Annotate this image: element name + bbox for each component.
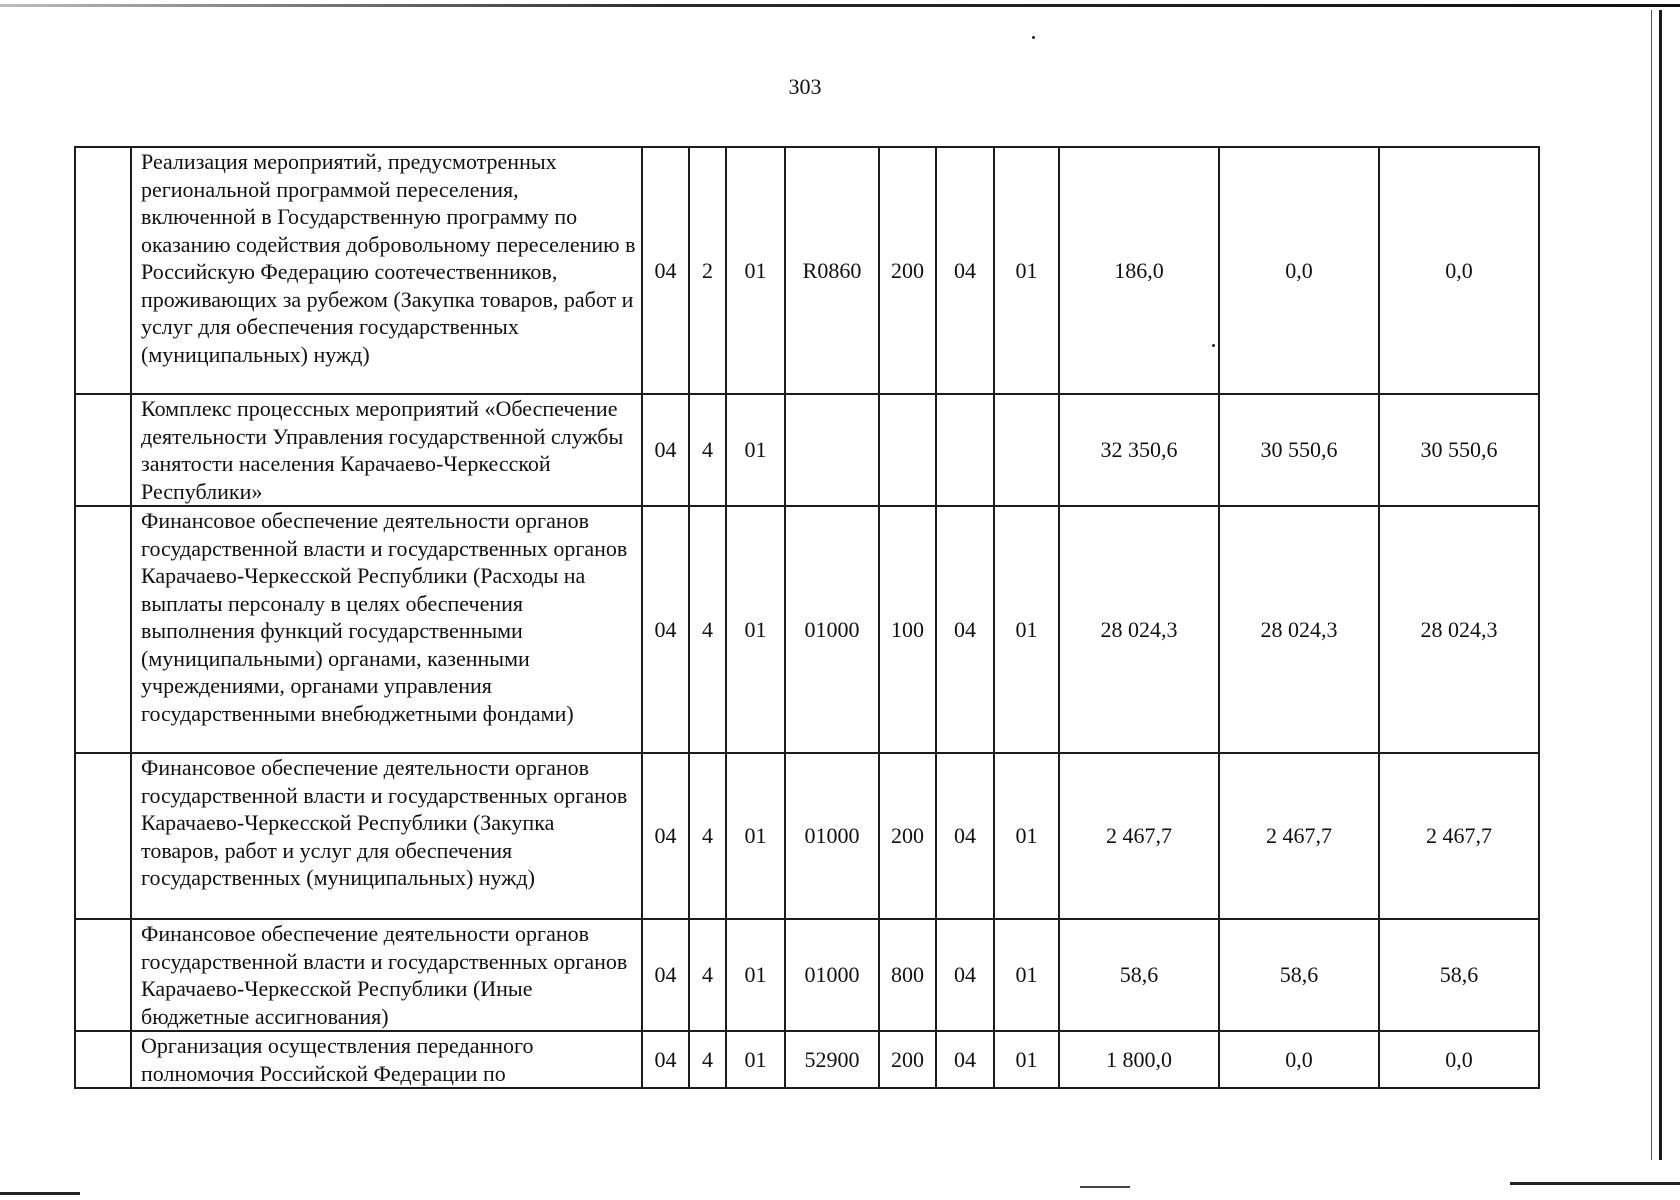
target-code-cell: 01000 [785,919,879,1031]
row-number-cell [75,147,131,394]
target-code-cell: 01000 [785,753,879,919]
amount-year1-cell: 28 024,3 [1059,506,1219,753]
target-code-cell: 01000 [785,506,879,753]
expense-type-cell: 200 [879,1031,936,1088]
program-code-cell: 04 [642,1031,689,1088]
scan-artifact-bottom-right [1510,1182,1680,1185]
amount-year1-cell: 2 467,7 [1059,753,1219,919]
target-code-cell: R0860 [785,147,879,394]
program-code-cell: 04 [642,147,689,394]
description-cell: Организация осуществления переданного полномочия Российской Федерации по [131,1031,642,1088]
amount-year3-cell: 28 024,3 [1379,506,1539,753]
subprogram-cell: 2 [689,147,726,394]
activity-cell: 01 [726,394,785,506]
activity-cell: 01 [726,506,785,753]
expense-type-cell [879,394,936,506]
section-cell: 04 [936,506,994,753]
amount-year2-cell: 0,0 [1219,1031,1379,1088]
subsection-cell [994,394,1059,506]
table-row [75,394,1539,506]
description-cell: Финансовое обеспечение деятельности органов государственной власти и государственных органов Карачаево-Черкесской Республики (Закупка товаров, работ и услуг для обеспечения государственных (муниципальных) нужд) [131,753,642,919]
table-row [75,753,1539,919]
subprogram-cell: 4 [689,1031,726,1088]
section-cell: 04 [936,919,994,1031]
section-cell: 04 [936,1031,994,1088]
amount-year1-cell: 32 350,6 [1059,394,1219,506]
expense-type-cell: 100 [879,506,936,753]
subsection-cell: 01 [994,147,1059,394]
scan-artifact-right-line-thin [1651,10,1652,1160]
table-row [75,147,1539,394]
amount-year1-cell: 186,0 [1059,147,1219,394]
description-cell: Финансовое обеспечение деятельности органов государственной власти и государственных органов Карачаево-Черкесской Республики (Иные бюджетные ассигнования) [131,919,642,1031]
program-code-cell: 04 [642,753,689,919]
activity-cell: 01 [726,753,785,919]
description-cell: Комплекс процессных мероприятий «Обеспечение деятельности Управления государственной службы занятости населения Карачаево-Черкесской Республики» [131,394,642,506]
subsection-cell: 01 [994,506,1059,753]
row-number-cell [75,506,131,753]
amount-year2-cell: 28 024,3 [1219,506,1379,753]
table-row [75,506,1539,753]
description-cell: Реализация мероприятий, предусмотренных региональной программой переселения, включенной в Государственную программу по оказанию содействия добровольному переселению в Российскую Федерацию соотечественников, проживающих за рубежом (Закупка товаров, работ и услуг для обеспечения государственных (муниципальных) нужд) [131,147,642,394]
amount-year2-cell: 30 550,6 [1219,394,1379,506]
scan-artifact-top-line [0,4,1680,7]
target-code-cell [785,394,879,506]
amount-year3-cell: 2 467,7 [1379,753,1539,919]
row-number-cell [75,1031,131,1088]
section-cell: 04 [936,147,994,394]
amount-year3-cell: 0,0 [1379,1031,1539,1088]
amount-year1-cell: 58,6 [1059,919,1219,1031]
expense-type-cell: 200 [879,147,936,394]
amount-year2-cell: 58,6 [1219,919,1379,1031]
target-code-cell: 52900 [785,1031,879,1088]
subsection-cell: 01 [994,1031,1059,1088]
scan-artifact-right-line [1659,10,1662,1160]
amount-year2-cell: 0,0 [1219,147,1379,394]
table-row [75,919,1539,1031]
amount-year2-cell: 2 467,7 [1219,753,1379,919]
program-code-cell: 04 [642,919,689,1031]
description-cell: Финансовое обеспечение деятельности органов государственной власти и государственных органов Карачаево-Черкесской Республики (Расходы на выплаты персоналу в целях обеспечения выполнения функций государственными (муниципальными) органами, казенными учреждениями, органами управления государственными внебюджетными фондами) [131,506,642,753]
budget-table [74,146,1540,1089]
subprogram-cell: 4 [689,919,726,1031]
amount-year3-cell: 0,0 [1379,147,1539,394]
subprogram-cell: 4 [689,506,726,753]
page-number: 303 [788,74,822,99]
row-number-cell [75,753,131,919]
program-code-cell: 04 [642,506,689,753]
section-cell: 04 [936,753,994,919]
scan-artifact-bottom-left [0,1192,80,1195]
subsection-cell: 01 [994,919,1059,1031]
subsection-cell: 01 [994,753,1059,919]
table-row [75,1031,1539,1088]
activity-cell: 01 [726,1031,785,1088]
expense-type-cell: 800 [879,919,936,1031]
subprogram-cell: 4 [689,753,726,919]
scan-artifact-dot [1032,36,1035,39]
row-number-cell [75,919,131,1031]
activity-cell: 01 [726,147,785,394]
row-number-cell [75,394,131,506]
amount-year1-cell: 1 800,0 [1059,1031,1219,1088]
subprogram-cell: 4 [689,394,726,506]
scan-artifact-bottom-mid [1080,1186,1130,1188]
amount-year3-cell: 30 550,6 [1379,394,1539,506]
program-code-cell: 04 [642,394,689,506]
amount-year3-cell: 58,6 [1379,919,1539,1031]
section-cell [936,394,994,506]
expense-type-cell: 200 [879,753,936,919]
activity-cell: 01 [726,919,785,1031]
